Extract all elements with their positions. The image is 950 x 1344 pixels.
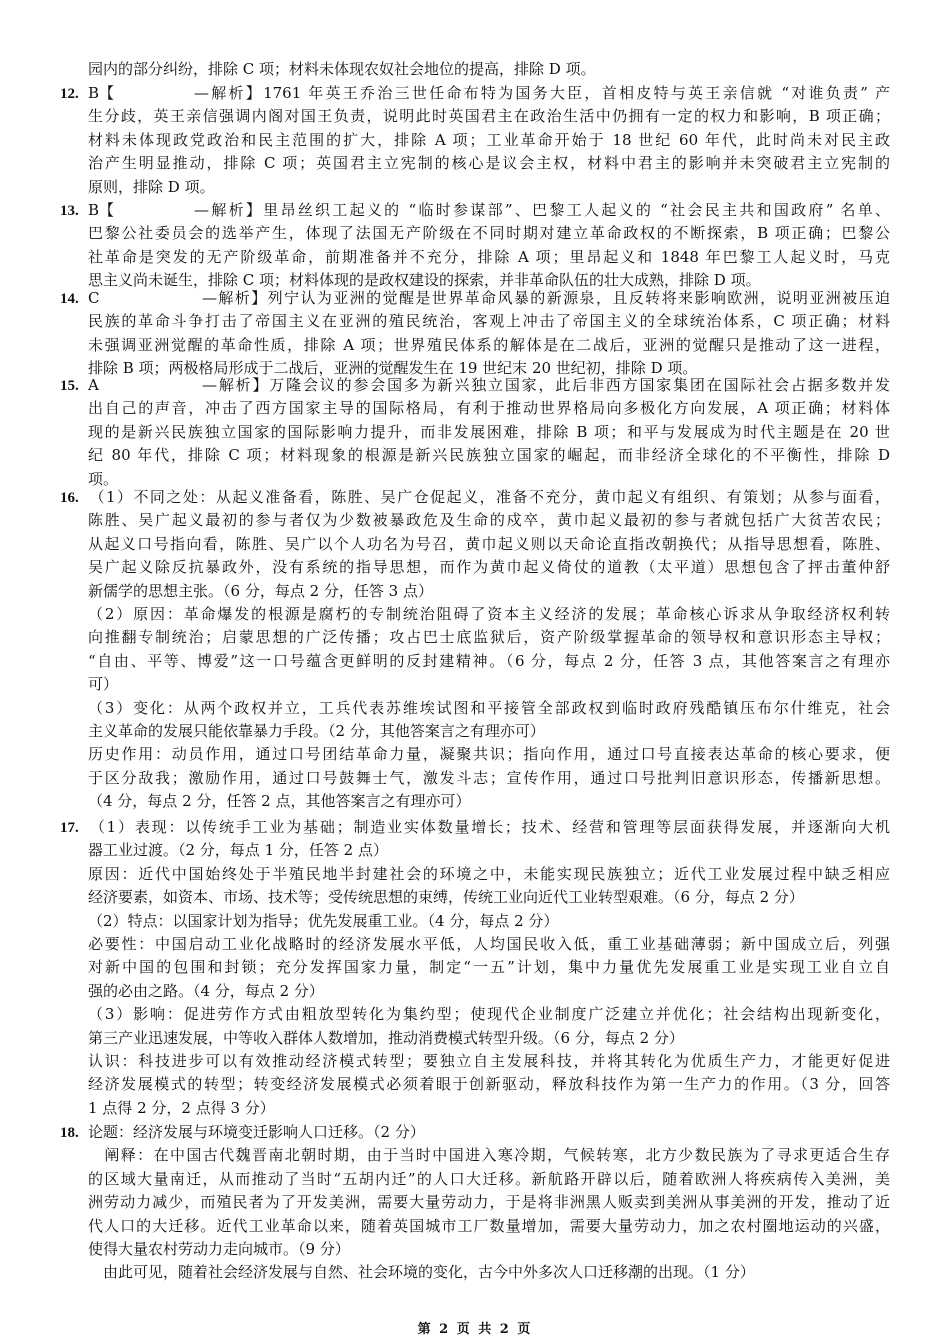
answer-line: 由此可见，随着社会经济发展与自然、社会环境的变化，古今中外多次人口迁移潮的出现。（1 分）: [88, 1263, 755, 1282]
page-footer: 第 2 页 共 2 页: [417, 1322, 533, 1337]
question-13: [60, 199, 890, 293]
explanation-line: 社革命是突发的无产阶级革命，前期准备并不充分，排除 A 项；里昂起义和 1848 年巴黎工人起义时，马克: [88, 247, 890, 266]
answer-letter: B【: [88, 201, 115, 219]
answer-line: 经济要素，如资本、市场、技术等；受传统思想的束缚，传统工业向近代工业转型艰难。（6 分，每点 2 分）: [88, 888, 804, 907]
answer-line: 的区域大量南迁，从而推动了当时“五胡内迁”的人口大迁移。新航路开辟以后，随着欧洲人将疾病传入美洲，美: [88, 1169, 890, 1188]
answer-line: 历史作用：动员作用，通过口号团结革命力量，凝聚共识；指向作用，通过口号直接表达革命的核心要求，便: [88, 745, 890, 764]
answer-letter: A: [88, 376, 99, 394]
answer-line: 器工业过渡。（2 分，每点 1 分，任答 2 点）: [88, 841, 388, 860]
question-12: [60, 82, 890, 199]
answer-line: 经济发展模式的转型；转变经济发展模式必须着眼于创新驱动，释放科技作为第一生产力的作用。（3 分，回答: [88, 1075, 890, 1094]
explanation-line: 项。: [88, 469, 119, 488]
explanation-line: —解析】万隆会议的参会国多为新兴独立国家，此后非西方国家集团在国际社会占据多数并发: [202, 376, 890, 394]
answer-line: 向推翻专制统治；启蒙思想的广泛传播；攻占巴士底监狱后，资产阶级掌握革命的领导权和意识形态主导权；: [88, 628, 890, 647]
explanation-line: 排除 B 项；两极格局形成于二战后，亚洲的觉醒发生在 19 世纪末 20 世纪初，排除 D 项。: [88, 359, 698, 378]
question-11-tail: [60, 58, 890, 81]
question-number: 15.: [60, 378, 79, 394]
answer-line: 使得大量农村劳动力走向城市。（9 分）: [88, 1239, 350, 1258]
answer-line: 陈胜、吴广起义最初的参与者仅为少数被暴政危及生命的戍卒，黄巾起义最初的参与者就包括广大贫苦农民；: [88, 511, 890, 530]
answer-line: 代人口的大迁移。近代工业革命以来，随着英国城市工厂数量增加，需要大量劳动力，加之农村圈地运动的兴盛，: [88, 1216, 890, 1235]
question-number: 14.: [60, 291, 79, 307]
explanation-line: —解析】列宁认为亚洲的觉醒是世界革命风暴的新源泉，且反转将来影响欧洲，说明亚洲被压迫: [202, 289, 890, 307]
answer-line: 强的必由之路。（4 分，每点 2 分）: [88, 981, 324, 1000]
answer-line: （2）特点：以国家计划为指导；优先发展重工业。（4 分，每点 2 分）: [88, 911, 559, 930]
question-16: [60, 486, 890, 813]
explanation-line: 巴黎公社委员会的选举产生，体现了法国无产阶级在不同时期对建立革命政权的不断探索，B 项正确；巴黎公: [88, 224, 890, 243]
answer-line: 1 点得 2 分，2 点得 3 分）: [88, 1098, 275, 1117]
answer-line: （3）变化：从两个政权并立，工兵代表苏维埃试图和平接管全部政权到临时政府残酷镇压布尔什维克，社会: [88, 698, 890, 717]
question-number: 17.: [60, 820, 79, 836]
answer-line: 对新中国的包围和封锁；充分发挥国家力量，制定“一五”计划，集中力量优先发展重工业是实现工业自立自: [88, 958, 890, 977]
question-number: 13.: [60, 203, 79, 219]
answer-line: “自由、平等、博爱”这一口号蕴含更鲜明的反封建精神。（6 分，每点 2 分，任答 3 点，其他答案言之有理亦: [88, 651, 890, 670]
explanation-line: 治产生明显推动，排除 C 项；英国君主立宪制的核心是议会主权，材料中君主的影响并未突破君主立宪制的: [88, 154, 890, 173]
answer-line: 必要性：中国启动工业化战略时的经济发展水平低，人均国民收入低，重工业基础薄弱；新中国成立后，列强: [88, 934, 890, 953]
answer-line: 洲劳动力减少，而殖民者为了开发美洲，需要大量劳动力，于是将非洲黑人贩卖到美洲从事美洲的开发，推动了近: [88, 1193, 890, 1212]
answer-line: 认识：科技进步可以有效推动经济模式转型；要独立自主发展科技，并将其转化为优质生产力，才能更好促进: [88, 1051, 890, 1070]
explanation-line: —解析】里昂丝织工起义的 “临时参谋部”、巴黎工人起义的 “社会民主共和国政府” 名单、: [194, 201, 890, 219]
explanation-line: 材料未体现政党政治和民主范围的扩大，排除 A 项；工业革命开始于 18 世纪 60 年代，此时尚未对民主政: [88, 130, 890, 149]
explanation-line: 纪 80 年代，排除 C 项；材料现象的根源是新兴民族独立国家的崛起，而非经济全球化的不平衡性，排除 D: [88, 446, 890, 465]
explanation-line: 未强调亚洲觉醒的革命性质，排除 A 项；世界殖民体系的解体是在二战后，亚洲的觉醒只是推动了这一进程，: [88, 335, 890, 354]
explanation-line: 生分歧，英王亲信强调内阁对国王负责，说明此时英国君主在政治生活中仍拥有一定的权力和影响，B 项正确；: [88, 107, 890, 126]
explanation-line: 原则，排除 D 项。: [88, 177, 215, 196]
answer-line: （3）影响：促进劳作方式由粗放型转化为集约型；使现代企业制度广泛建立并优化；社会结构出现新变化，: [88, 1005, 890, 1024]
answer-line: 原因：近代中国始终处于半殖民地半封建社会的环境之中，未能实现民族独立；近代工业发展过程中缺乏相应: [88, 864, 890, 883]
explanation-line: 出自己的声音，冲击了西方国家主导的国际格局，有利于推动世界格局向多极化方向发展，A 项正确；材料体: [88, 399, 890, 418]
answer-line: 于区分敌我；激励作用，通过口号鼓舞士气，激发斗志；宣传作用，通过口号批判旧意识形态，传播新思想。: [88, 768, 890, 787]
question-15: [60, 374, 890, 491]
answer-line: 从起义口号指向看，陈胜、吴广以个人功名为号召，黄巾起义则以天命论直指改朝换代；从指导思想看，陈胜、: [88, 534, 890, 553]
explanation-line: 思主义尚未诞生，排除 C 项；材料体现的是政权建设的探索，并非革命队伍的壮大成熟，排除 D 项。: [88, 271, 761, 290]
question-14: [60, 287, 890, 381]
question-number: 18.: [60, 1125, 79, 1141]
answer-line: 阐释：在中国古代魏晋南北朝时期，由于当时中国进入寒冷期，气候转寒，北方少数民族为了寻求更适合生存: [88, 1146, 890, 1165]
answer-line: （1）不同之处：从起义准备看，陈胜、吴广仓促起义，准备不充分，黄巾起义有组织、有策划；从参与面看，: [88, 488, 890, 506]
answer-line: （2）原因：革命爆发的根源是腐朽的专制统治阻碍了资本主义经济的发展；革命核心诉求从争取经济权利转: [88, 604, 890, 623]
question-18: [60, 1121, 890, 1285]
explanation-line: 民族的革命斗争打击了帝国主义在亚洲的殖民统治，客观上冲击了帝国主义的全球统治体系，C 项正确；材料: [88, 312, 890, 331]
answer-line: （4 分，每点 2 分，任答 2 点，其他答案言之有理亦可）: [88, 792, 471, 811]
answer-line: 吴广起义除反抗暴政外，没有系统的指导思想，而作为黄巾起义倚仗的道教（太平道）思想包含了抨击董仲舒: [88, 558, 890, 577]
answer-line: 主义革命的发展只能依靠暴力手段。（2 分，其他答案言之有理亦可）: [88, 721, 545, 740]
q11-line: 园内的部分纠纷，排除 C 项；材料未体现农奴社会地位的提高，排除 D 项。: [88, 60, 596, 78]
question-17: [60, 816, 890, 1120]
question-number: 12.: [60, 86, 79, 102]
answer-line: 新儒学的思想主张。（6 分，每点 2 分，任答 3 点）: [88, 581, 433, 600]
answer-line: 论题：经济发展与环境变迁影响人口迁移。（2 分）: [88, 1123, 425, 1141]
question-number: 16.: [60, 490, 79, 506]
answer-line: 可）: [88, 675, 119, 694]
answer-letter: B【: [88, 84, 115, 102]
explanation-line: —解析】1761 年英王乔治三世任命布特为国务大臣，首相皮特与英王亲信就 “对谁负责” 产: [194, 84, 890, 102]
answer-line: 第三产业迅速发展，中等收入群体人数增加，推动消费模式转型升级。（6 分，每点 2 分）: [88, 1028, 684, 1047]
answer-letter: C: [88, 289, 100, 307]
explanation-line: 现的是新兴民族独立国家的国际影响力提升，而非发展困难，排除 B 项；和平与发展成为时代主题是在 20 世: [88, 422, 890, 441]
answer-line: （1）表现：以传统手工业为基础；制造业实体数量增长；技术、经营和管理等层面获得发展，并逐渐向大机: [88, 818, 890, 836]
